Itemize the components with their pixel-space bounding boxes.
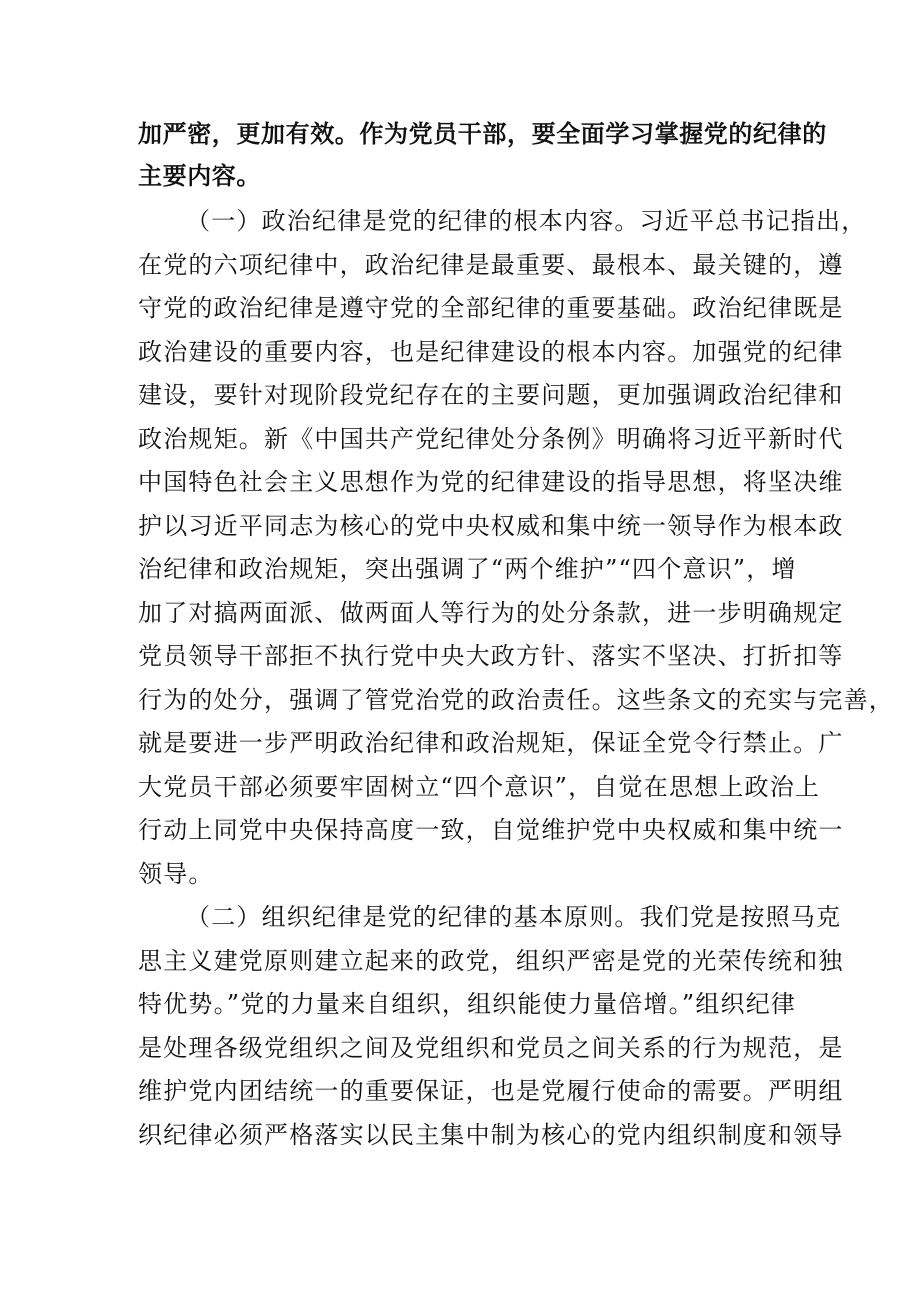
section-1-line: 中国特色社会主义思想作为党的纪律建设的指导思想，将坚决维	[138, 468, 844, 496]
section-1-line: 大党员干部必须要牢固树立“四个意识”，自觉在思想上政治上	[138, 773, 821, 801]
section-1-line: 在党的六项纪律中，政治纪律是最重要、最根本、最关键的，遵	[138, 251, 844, 279]
section-1-line: 加了对搞两面派、做两面人等行为的处分条款，进一步明确规定	[138, 599, 844, 627]
section-2-line: 织纪律必须严格落实以民主集中制为核心的党内组织制度和领导	[138, 1121, 844, 1149]
section-1-line: 政治建设的重要内容，也是纪律建设的根本内容。加强党的纪律	[138, 338, 844, 366]
section-2-line: 思主义建党原则建立起来的政党，组织严密是党的光荣传统和独	[138, 947, 844, 975]
section-2-heading-line: （二）组织纪律是党的纪律的基本原则。我们党是按照马克	[186, 903, 842, 931]
section-1-line: 政治规矩。新《中国共产党纪律处分条例》明确将习近平新时代	[138, 425, 844, 453]
section-2-line: 维护党内团结统一的重要保证，也是党履行使命的需要。严明组	[138, 1077, 844, 1105]
section-1-line: 党员领导干部拒不执行党中央大政方针、落实不坚决、打折扣等	[138, 642, 844, 670]
section-1-line: 行为的处分，强调了管党治党的政治责任。这些条文的充实与完善，	[138, 686, 894, 714]
section-1-line: 行动上同党中央保持高度一致，自觉维护党中央权威和集中统一	[138, 816, 844, 844]
intro-line-1: 加严密，更加有效。作为党员干部，要全面学习掌握党的纪律的	[138, 120, 827, 148]
section-1-line: 就是要进一步严明政治纪律和政治规矩，保证全党令行禁止。广	[138, 729, 844, 757]
section-1-heading-line: （一）政治纪律是党的纪律的根本内容。习近平总书记指出，	[186, 207, 867, 235]
section-1-line: 领导。	[138, 860, 214, 888]
section-1-line: 守党的政治纪律是遵守党的全部纪律的重要基础。政治纪律既是	[138, 294, 844, 322]
section-1-line: 治纪律和政治规矩，突出强调了“两个维护”“四个意识”，增	[138, 555, 797, 583]
intro-line-2: 主要内容。	[138, 162, 261, 190]
section-1-line: 护以习近平同志为核心的党中央权威和集中统一领导作为根本政	[138, 512, 844, 540]
section-2-line: 是处理各级党组织之间及党组织和党员之间关系的行为规范，是	[138, 1034, 844, 1062]
section-2-line: 特优势。”党的力量来自组织，组织能使力量倍增。”组织纪律	[138, 990, 797, 1018]
section-1-line: 建设，要针对现阶段党纪存在的主要问题，更加强调政治纪律和	[138, 381, 844, 409]
